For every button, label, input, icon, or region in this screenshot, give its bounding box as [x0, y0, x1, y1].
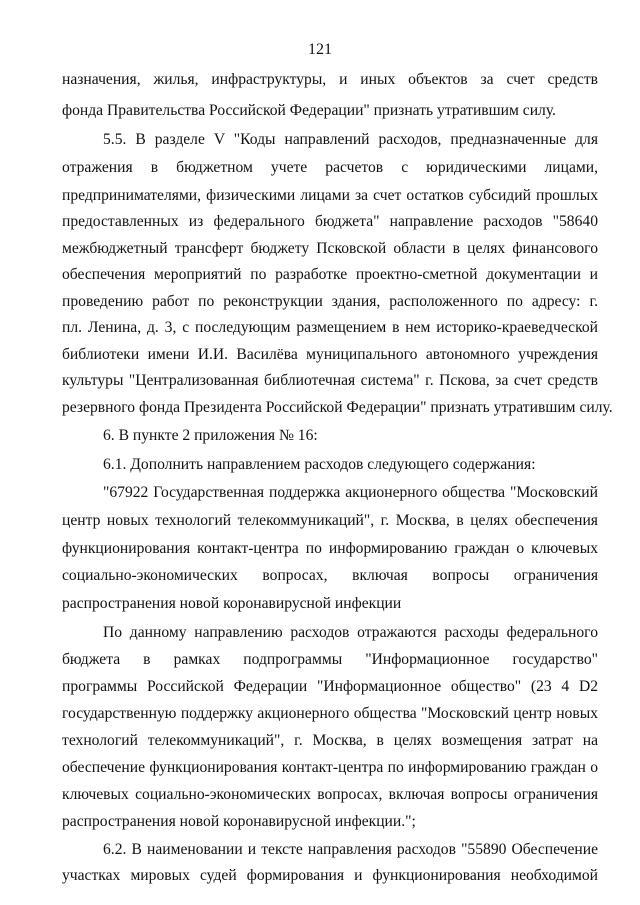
text-line: программы Российской Федерации "Информационное общество" (23 4 D2	[62, 678, 598, 695]
text-line: центр новых технологий телекоммуникаций", г. Москва, в целях обеспечения	[62, 512, 598, 529]
text-line: отражения в бюджетном учете расчетов с юридическими лицами,	[62, 159, 598, 176]
text-line: 6. В пункте 2 приложения № 16:	[103, 427, 318, 444]
text-line: "67922 Государственная поддержка акционерного общества "Московский	[103, 484, 598, 501]
text-line: распространения новой коронавирусной инфекции	[62, 595, 402, 612]
page-number: 121	[308, 41, 332, 58]
text-line: межбюджетный трансферт бюджету Псковской области в целях финансового	[62, 240, 598, 257]
text-line: обеспечение функционирования контакт-центра по информированию граждан о	[62, 759, 598, 776]
text-line: 6.1. Дополнить направлением расходов следующего содержания:	[103, 456, 536, 473]
text-line: технологий телекоммуникаций", г. Москва, в целях возмещения затрат на	[62, 732, 598, 749]
text-line: ключевых социально-экономических вопросах, включая вопросы ограничения	[62, 786, 598, 803]
text-line: библиотеки имени И.И. Василёва муниципального автономного учреждения	[62, 346, 598, 363]
text-line: предпринимателями, физическими лицами за счет остатков субсидий прошлых	[62, 187, 598, 204]
text-line: По данному направлению расходов отражаются расходы федерального	[103, 624, 598, 641]
text-line: 6.2. В наименовании и тексте направления расходов "55890 Обеспечение	[103, 841, 598, 858]
text-line: проведению работ по реконструкции здания, расположенного по адресу: г.	[62, 293, 598, 310]
text-line: резервного фонда Президента Российской Федерации" признать утратившим силу.	[62, 399, 613, 416]
text-line: обеспечения мероприятий по разработке проектно-сметной документации и	[62, 266, 598, 283]
text-line: участках мировых судей формирования и функционирования необходимой	[62, 867, 598, 884]
text-line: распространения новой коронавирусной инфекции.";	[62, 813, 416, 830]
text-line: назначения, жилья, инфраструктуры, и иных объектов за счет средств	[62, 71, 598, 88]
text-line: предоставленных из федерального бюджета" направление расходов "58640	[62, 213, 598, 230]
text-line: социально-экономических вопросах, включая вопросы ограничения	[62, 567, 598, 584]
text-line: фонда Правительства Российской Федерации" признать утратившим силу.	[62, 102, 556, 119]
text-line: бюджета в рамках подпрограммы "Информационное государство"	[62, 651, 598, 668]
text-line: пл. Ленина, д. 3, с последующим размещением в нем историко-краеведческой	[62, 319, 598, 336]
text-line: 5.5. В разделе V "Коды направлений расходов, предназначенные для	[103, 131, 598, 148]
text-line: функционирования контакт-центра по информированию граждан о ключевых	[62, 540, 598, 557]
text-line: культуры "Централизованная библиотечная система" г. Пскова, за счет средств	[62, 372, 598, 389]
text-line: государственную поддержку акционерного общества "Московский центр новых	[62, 705, 598, 722]
